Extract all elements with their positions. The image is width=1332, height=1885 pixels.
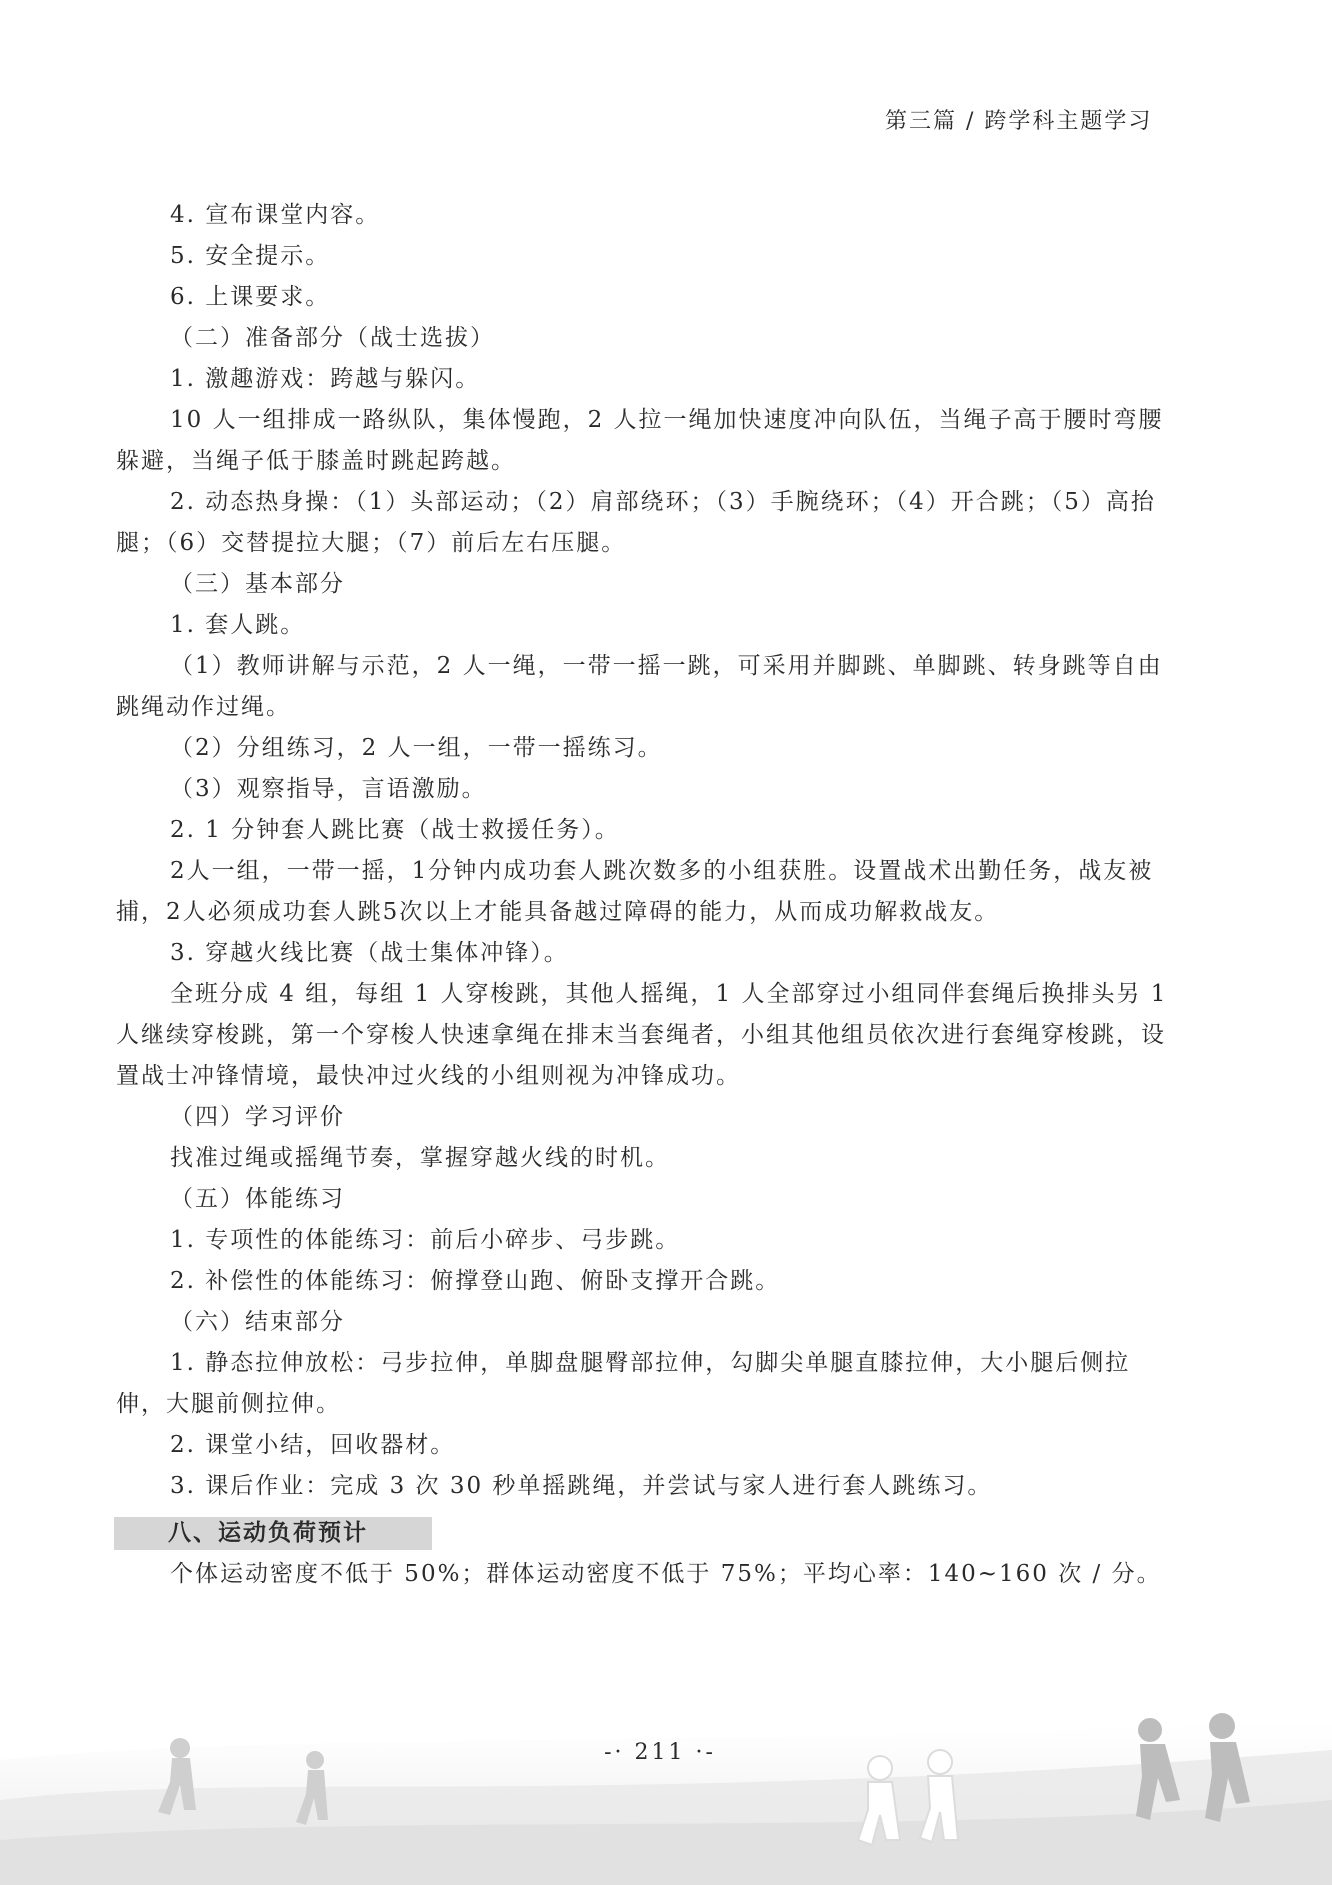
running-header: 第三篇 / 跨学科主题学习 <box>885 109 1153 134</box>
paragraph: 2. 动态热身操：（1）头部运动；（2）肩部绕环；（3）手腕绕环；（4）开合跳；（5）高抬腿；（6）交替提拉大腿；（7）前后左右压腿。 <box>116 489 1156 556</box>
paragraph: （1）教师讲解与示范，2 人一绳，一带一摇一跳，可采用并脚跳、单脚跳、转身跳等自由跳绳动作过绳。 <box>116 653 1163 720</box>
subheading: （四）学习评价 <box>170 1104 345 1130</box>
paragraph: 4. 宣布课堂内容。 <box>170 202 381 228</box>
section-text: 个体运动密度不低于 50%；群体运动密度不低于 75%；平均心率：140~160 次 / 分。 <box>170 1561 1162 1587</box>
paragraph: 2. 课堂小结，回收器材。 <box>170 1432 456 1458</box>
paragraph: 1. 静态拉伸放松：弓步拉伸，单脚盘腿臀部拉伸，勾脚尖单腿直膝拉伸，大小腿后侧拉伸，大腿前侧拉伸。 <box>116 1350 1131 1417</box>
paragraph: 2. 补偿性的体能练习：俯撑登山跑、俯卧支撑开合跳。 <box>170 1268 781 1294</box>
subheading: （六）结束部分 <box>170 1309 345 1335</box>
paragraph: 3. 穿越火线比赛（战士集体冲锋）。 <box>170 940 569 966</box>
paragraph: 10 人一组排成一路纵队，集体慢跑，2 人拉一绳加快速度冲向队伍，当绳子高于腰时弯腰躲避，当绳子低于膝盖时跳起跨越。 <box>116 407 1164 474</box>
paragraph: 2. 1 分钟套人跳比赛（战士救援任务）。 <box>170 817 620 843</box>
subheading: （三）基本部分 <box>170 571 345 597</box>
subheading: （二）准备部分（战士选拔） <box>170 325 495 351</box>
paragraph: 2人一组，一带一摇，1分钟内成功套人跳次数多的小组获胜。设置战术出勤任务，战友被捕，2人必须成功套人跳5次以上才能具备越过障碍的能力，从而成功解救战友。 <box>116 858 1154 925</box>
paragraph: （3）观察指导，言语激励。 <box>170 776 487 802</box>
paragraph: 5. 安全提示。 <box>170 243 331 269</box>
paragraph: 1. 激趣游戏：跨越与躲闪。 <box>170 366 481 392</box>
page-number <box>560 1740 760 1765</box>
subheading: （五）体能练习 <box>170 1186 345 1212</box>
paragraph: 找准过绳或摇绳节奏，掌握穿越火线的时机。 <box>170 1145 670 1171</box>
paragraph: 1. 套人跳。 <box>170 612 306 638</box>
paragraph: 6. 上课要求。 <box>170 284 331 310</box>
paragraph: 3. 课后作业：完成 3 次 30 秒单摇跳绳，并尝试与家人进行套人跳练习。 <box>170 1473 993 1499</box>
page-dash-right: ·- <box>695 1740 716 1765</box>
page-dash-left: -· <box>604 1740 625 1765</box>
paragraph: （2）分组练习，2 人一组，一带一摇练习。 <box>170 735 663 761</box>
footer-decoration <box>0 1690 1332 1885</box>
paragraph: 全班分成 4 组，每组 1 人穿梭跳，其他人摇绳，1 人全部穿过小组同伴套绳后换排头另 1 人继续穿梭跳，第一个穿梭人快速拿绳在排末当套绳者，小组其他组员依次进行套绳穿梭跳，设置战士冲锋情境，最快冲过火线的小组则视为冲锋成功。 <box>116 981 1168 1089</box>
page-number-text: 211 <box>634 1740 686 1765</box>
section-heading: 八、运动负荷预计 <box>114 1517 432 1550</box>
paragraph: 1. 专项性的体能练习：前后小碎步、弓步跳。 <box>170 1227 681 1253</box>
body-text <box>116 195 1174 1507</box>
